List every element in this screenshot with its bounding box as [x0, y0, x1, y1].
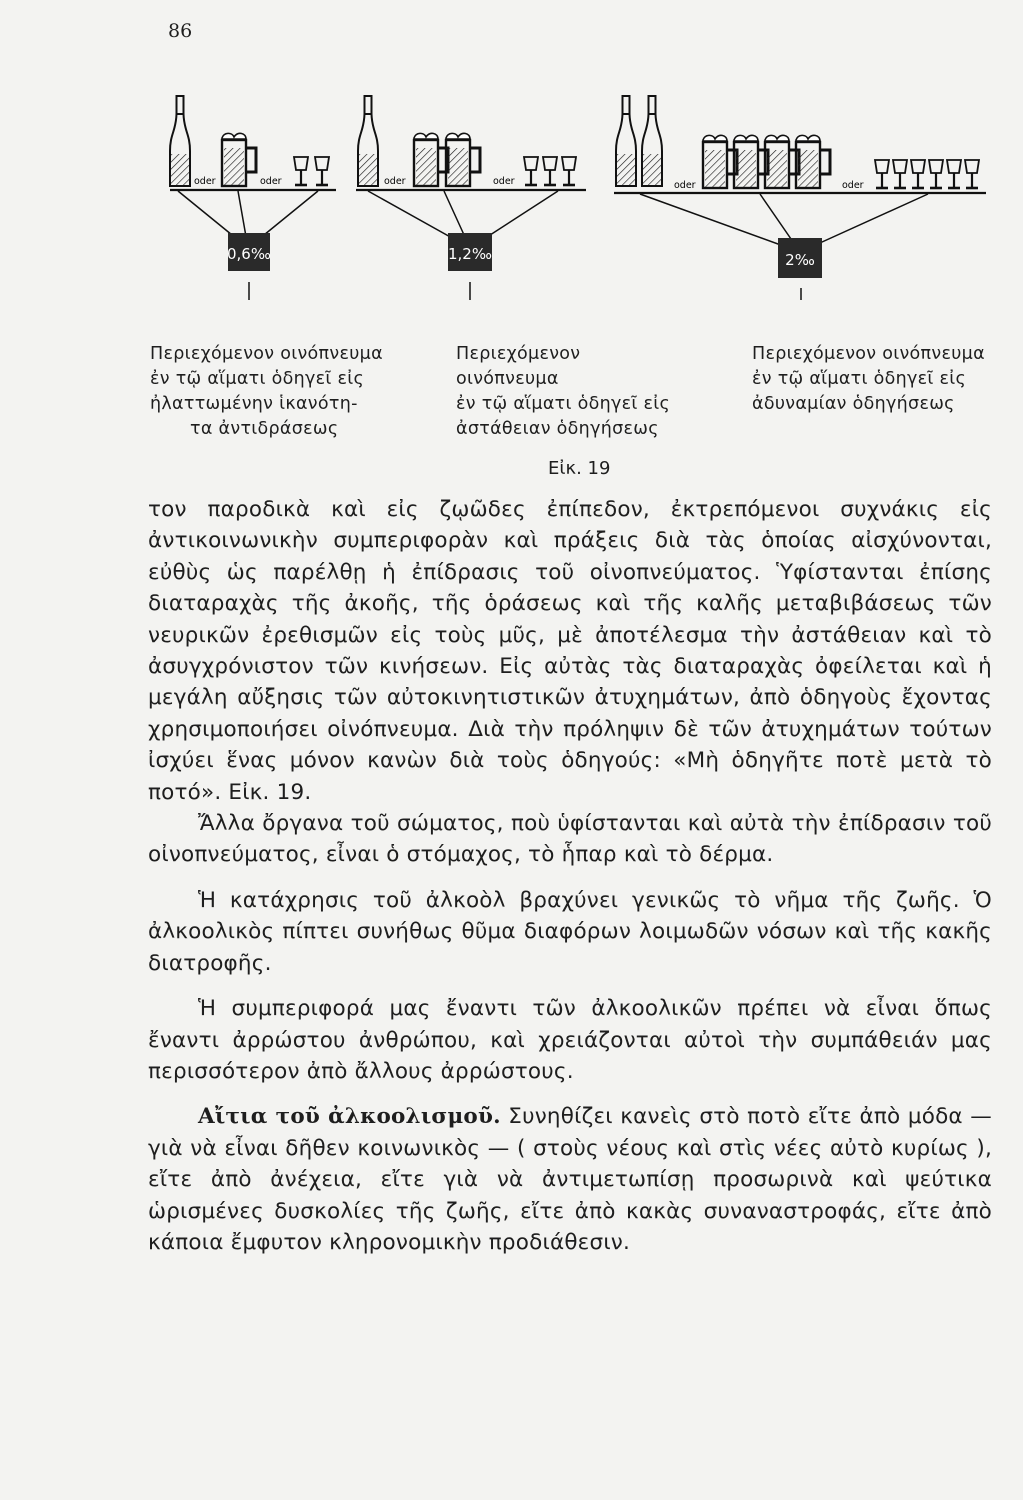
caption-line: ἠλαττωμένην ἱκανότη-: [150, 394, 358, 414]
oder-label: oder: [384, 176, 406, 187]
page-number: 86: [168, 20, 193, 42]
caption-line: Περιεχόμενον οινόπνευμα: [150, 344, 383, 364]
beer-mug-icon: [414, 133, 448, 186]
figure-caption: [150, 342, 386, 442]
oder-label: oder: [194, 176, 216, 187]
oder-label: oder: [260, 176, 282, 187]
body-text: [148, 494, 992, 1258]
paragraph: τον παροδικὰ καὶ εἰς ζῳῶδες ἐπίπεδον, ἐκτρεπόμενοι συχνάκις εἰς ἀντικοινωνικὴν συμπεριφορὰν καὶ πράξεις διὰ τὰς ὁποίας αἰσχύνονται, εὐθὺς ὡς παρέλθῃ ἡ ἐπίδρασις τοῦ οἰνοπνεύματος. Ὑφίστανται ἐπίσης διαταραχὰς τῆς ἀκοῆς, τῆς ὁράσεως καὶ τῆς καλῆς μεταβιβάσεως τῶν νευρικῶν ἐρεθισμῶν εἰς τοὺς μῦς, μὲ ἀποτέλεσμα τὴν ἀστάθειαν καὶ τὸ ἀσυγχρόνιστον τῶν κινήσεων. Εἰς αὐτὰς τὰς διαταραχὰς ὀφείλεται καὶ ἡ μεγάλη αὔξησις τῶν αὐτοκινητιστικῶν ἀτυχημάτων, ἀπὸ ὁδηγοὺς ἔχοντας χρησιμοποιήσει οἰνόπνευμα. Διὰ τὴν πρόληψιν δὲ τῶν ἀτυχημάτων τούτων ἰσχύει ἕνας μόνον κανὼν διὰ τοὺς ὁδηγούς: «Μὴ ὁδηγῆτε ποτὲ μετὰ τὸ ποτό». Εἰκ. 19.: [148, 497, 992, 805]
caption-line: Περιεχόμενον οινόπνευμα: [456, 344, 581, 389]
wine-glass-icon: [294, 157, 308, 185]
wine-glass-icon: [929, 160, 943, 188]
wine-glass-icon: [893, 160, 907, 188]
paragraph: Ἡ συμπεριφορά μας ἔναντι τῶν ἀλκοολικῶν πρέπει νὰ εἶναι ὅπως ἔναντι ἀρρώστου ἀνθρώπου, καὶ χρειάζονται αὐτοὶ τὴν συμπάθειάν μας περισσότερον ἀπὸ ἄλλους ἀρρώστους.: [148, 996, 992, 1084]
wine-glass-icon: [315, 157, 329, 185]
paragraph: [148, 1101, 992, 1258]
bac-badge-label: 2‰: [785, 251, 815, 269]
wine-glass-icon: [965, 160, 979, 188]
bottle-icon: [358, 96, 378, 186]
caption-line: Περιεχόμενον οινόπνευμα: [752, 344, 985, 364]
bottle-icon: [616, 96, 636, 186]
bac-badge-label: 0,6‰: [227, 245, 271, 263]
wine-glass-icon: [543, 157, 557, 185]
paragraph-body: Συνηθίζει κανεὶς στὸ ποτὸ εἴτε ἀπὸ μόδα — γιὰ νὰ εἶναι δῆθεν κοινωνικὸς — ( στοὺς νέους καὶ στὶς νέες αὐτὸ κυρίως ), εἴτε ἀπὸ ἀνέχεια, εἴτε γιὰ νὰ ἀντιμετωπίσῃ προσωρινὰ καὶ ψεύτικα ὡρισμένες δυσκολίες τῆς ζωῆς, εἴτε ἀπὸ κακὰς συναναστροφάς, εἴτε ἀπὸ κάποια ἔμφυτον κληρονομικὴν προδιάθεσιν.: [148, 1104, 993, 1255]
caption-line: ἐν τῷ αἵματι ὁδηγεῖ εἰς: [150, 369, 365, 389]
wine-glass-icon: [947, 160, 961, 188]
wine-glass-icon: [524, 157, 538, 185]
wine-glass-icon: [562, 157, 576, 185]
caption-line: ἀδυναμίαν ὁδηγήσεως: [752, 394, 955, 414]
caption-line: τα ἀντιδράσεως: [190, 419, 339, 439]
oder-label: oder: [842, 180, 864, 191]
figure-label: Εἰκ. 19: [548, 458, 611, 479]
oder-label: oder: [674, 180, 696, 191]
beer-mug-icon: [222, 133, 256, 186]
beer-mug-icon: [703, 135, 737, 188]
paragraph: Ἄλλα ὄργανα τοῦ σώματος, ποὺ ὑφίστανται καὶ αὐτὰ τὴν ἐπίδρασιν τοῦ οἰνοπνεύματος, εἶναι ὁ στόμαχος, τὸ ἧπαρ καὶ τὸ δέρμα.: [148, 811, 992, 868]
bottle-icon: [642, 96, 662, 186]
bac-badge-label: 1,2‰: [448, 245, 492, 263]
wine-glass-icon: [875, 160, 889, 188]
beer-mug-icon: [765, 135, 799, 188]
caption-line: ἀστάθειαν ὁδηγήσεως: [456, 419, 659, 439]
oder-label: oder: [493, 176, 515, 187]
beer-mug-icon: [446, 133, 480, 186]
bottle-icon: [170, 96, 190, 186]
beer-mug-icon: [734, 135, 768, 188]
paragraph: Ἡ κατάχρησις τοῦ ἀλκοὸλ βραχύνει γενικῶς τὸ νῆμα τῆς ζωῆς. Ὁ ἀλκοολικὸς πίπτει συνήθως θῦμα διαφόρων λοιμωδῶν νόσων καὶ τῆς κακῆς διατροφῆς.: [148, 887, 992, 976]
caption-line: ἐν τῷ αἵματι ὁδηγεῖ εἰς: [752, 369, 967, 389]
figure-caption: [752, 342, 992, 417]
section-heading: Αἴτια τοῦ ἀλκοολισμοῦ.: [198, 1104, 501, 1130]
alcohol-illustration: [0, 0, 1023, 300]
wine-glass-icon: [911, 160, 925, 188]
figure-caption: [456, 342, 686, 442]
caption-line: ἐν τῷ αἵματι ὁδηγεῖ εἰς: [456, 394, 671, 414]
beer-mug-icon: [796, 135, 830, 188]
